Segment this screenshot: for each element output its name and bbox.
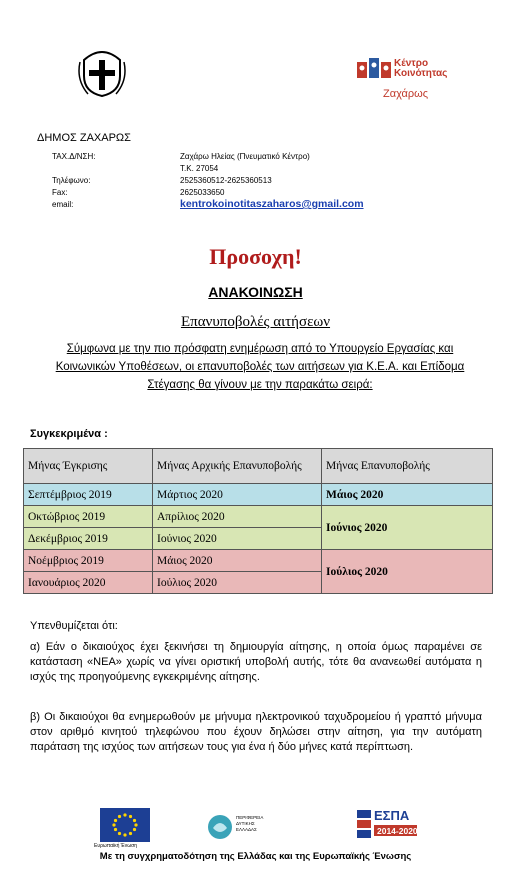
greek-seal-icon	[76, 40, 128, 100]
eu-flag-icon	[100, 808, 150, 842]
initial-cell: Ιούνιος 2020	[153, 528, 322, 550]
community-center-logo	[356, 56, 466, 82]
contact-label-email: email:	[52, 200, 74, 209]
approval-cell: Νοέμβριος 2019	[24, 550, 153, 572]
initial-cell: Απρίλιος 2020	[153, 506, 322, 528]
municipality-name: ΔΗΜΟΣ ΖΑΧΑΡΩΣ	[37, 132, 131, 144]
intro-paragraph: Σύμφωνα με την πιο πρόσφατη ενημέρωση από το Υπουργείο Εργασίας και Κοινωνικών Υποθέσεων, οι επανυποβολές των αιτήσεων για Κ.Ε.Α. και Επίδομα Στέγασης θα γίνουν με την παρακάτω σειρά:	[55, 343, 465, 391]
approval-cell: Ιανουάριος 2020	[24, 572, 153, 594]
approval-cell: Δεκέμβριος 2019	[24, 528, 153, 550]
announcement-heading: ΑΝΑΚΟΙΝΩΣΗ	[208, 284, 303, 300]
table-header-row	[24, 449, 493, 484]
warning-heading: Προσοχη!	[209, 244, 302, 269]
community-center-icon	[356, 56, 392, 82]
email-link[interactable]: kentrokoinotitaszaharos@gmail.com	[180, 198, 364, 210]
espa-logo-icon	[357, 806, 419, 844]
region-logo-icon	[207, 814, 233, 840]
resubmission-cell: Μάιος 2020	[322, 484, 493, 506]
svg-text:2014-2020: 2014-2020	[377, 826, 418, 836]
table-row	[24, 506, 493, 528]
approval-cell: Σεπτέμβριος 2019	[24, 484, 153, 506]
header-initial-month: Μήνας Αρχικής Επανυποβολής	[153, 449, 322, 484]
note-b-paragraph: β) Οι δικαιούχοι θα ενημερωθούν με μήνυμα ηλεκτρονικού ταχυδρομείου ή γραπτό μήνυμα στον αριθμό κινητού τηλεφώνου που έχουν δηλώσει στην αίτηση, για την αυτόματη παράταση της ισχύος των αιτήσεων τους για ένα ή δύο μήνες κατά περίπτωση.	[30, 711, 482, 753]
eu-caption: Ευρωπαϊκή Ένωση	[94, 843, 137, 849]
contact-label-fax: Fax:	[52, 188, 68, 197]
resubmission-schedule-table	[23, 448, 493, 594]
contact-value-postcode: Τ.Κ. 27054	[180, 164, 219, 173]
table-row	[24, 484, 493, 506]
contact-label-address: ΤΑΧ.Δ/ΝΣΗ:	[52, 152, 96, 161]
community-center-town: Ζαχάρως	[383, 88, 429, 100]
note-a-paragraph: α) Εάν ο δικαιούχος έχει ξεκινήσει τη δημιουργία αίτησης, η οποία όμως παραμένει σε κατάσταση «ΝΕΑ» χωρίς να γίνει οριστική υποβολή αυτής, τότε θα ανανεωθεί αυτόματα η ισχύς της προηγούμενης εγκεκριμένης αίτησης.	[30, 641, 482, 683]
resubmission-cell: Ιούνιος 2020	[322, 506, 493, 550]
region-caption: ΠΕΡΙΦΕΡΕΙΑ ΔΥΤΙΚΗΣ ΕΛΛΑΔΑΣ	[236, 815, 264, 832]
community-center-logo-text: Κέντρο Κοινότητας	[394, 58, 448, 79]
initial-cell: Μάιος 2020	[153, 550, 322, 572]
contact-value-address: Ζαχάρω Ηλείας (Πνευματικό Κέντρο)	[180, 152, 310, 161]
contact-value-phone: 2525360512-2625360513	[180, 176, 272, 185]
contact-value-fax: 2625033650	[180, 188, 225, 197]
initial-cell: Μάρτιος 2020	[153, 484, 322, 506]
initial-cell: Ιούλιος 2020	[153, 572, 322, 594]
header-resubmission-month: Μήνας Επανυποβολής	[322, 449, 493, 484]
svg-text:ΕΣΠΑ: ΕΣΠΑ	[374, 808, 410, 823]
resubmission-cell: Ιούλιος 2020	[322, 550, 493, 594]
contact-label-phone: Τηλέφωνο:	[52, 176, 91, 185]
subject-heading: Επανυποβολές αιτήσεων	[180, 314, 331, 330]
funding-statement: Με τη συγχρηματοδότηση της Ελλάδας και της Ευρωπαϊκής Ένωσης	[99, 851, 412, 862]
header-approval-month: Μήνας Έγκρισης	[24, 449, 153, 484]
approval-cell: Οκτώβριος 2019	[24, 506, 153, 528]
reminder-label: Υπενθυμίζεται ότι:	[30, 620, 118, 632]
schedule-label: Συγκεκριμένα :	[30, 428, 108, 440]
table-row	[24, 550, 493, 572]
